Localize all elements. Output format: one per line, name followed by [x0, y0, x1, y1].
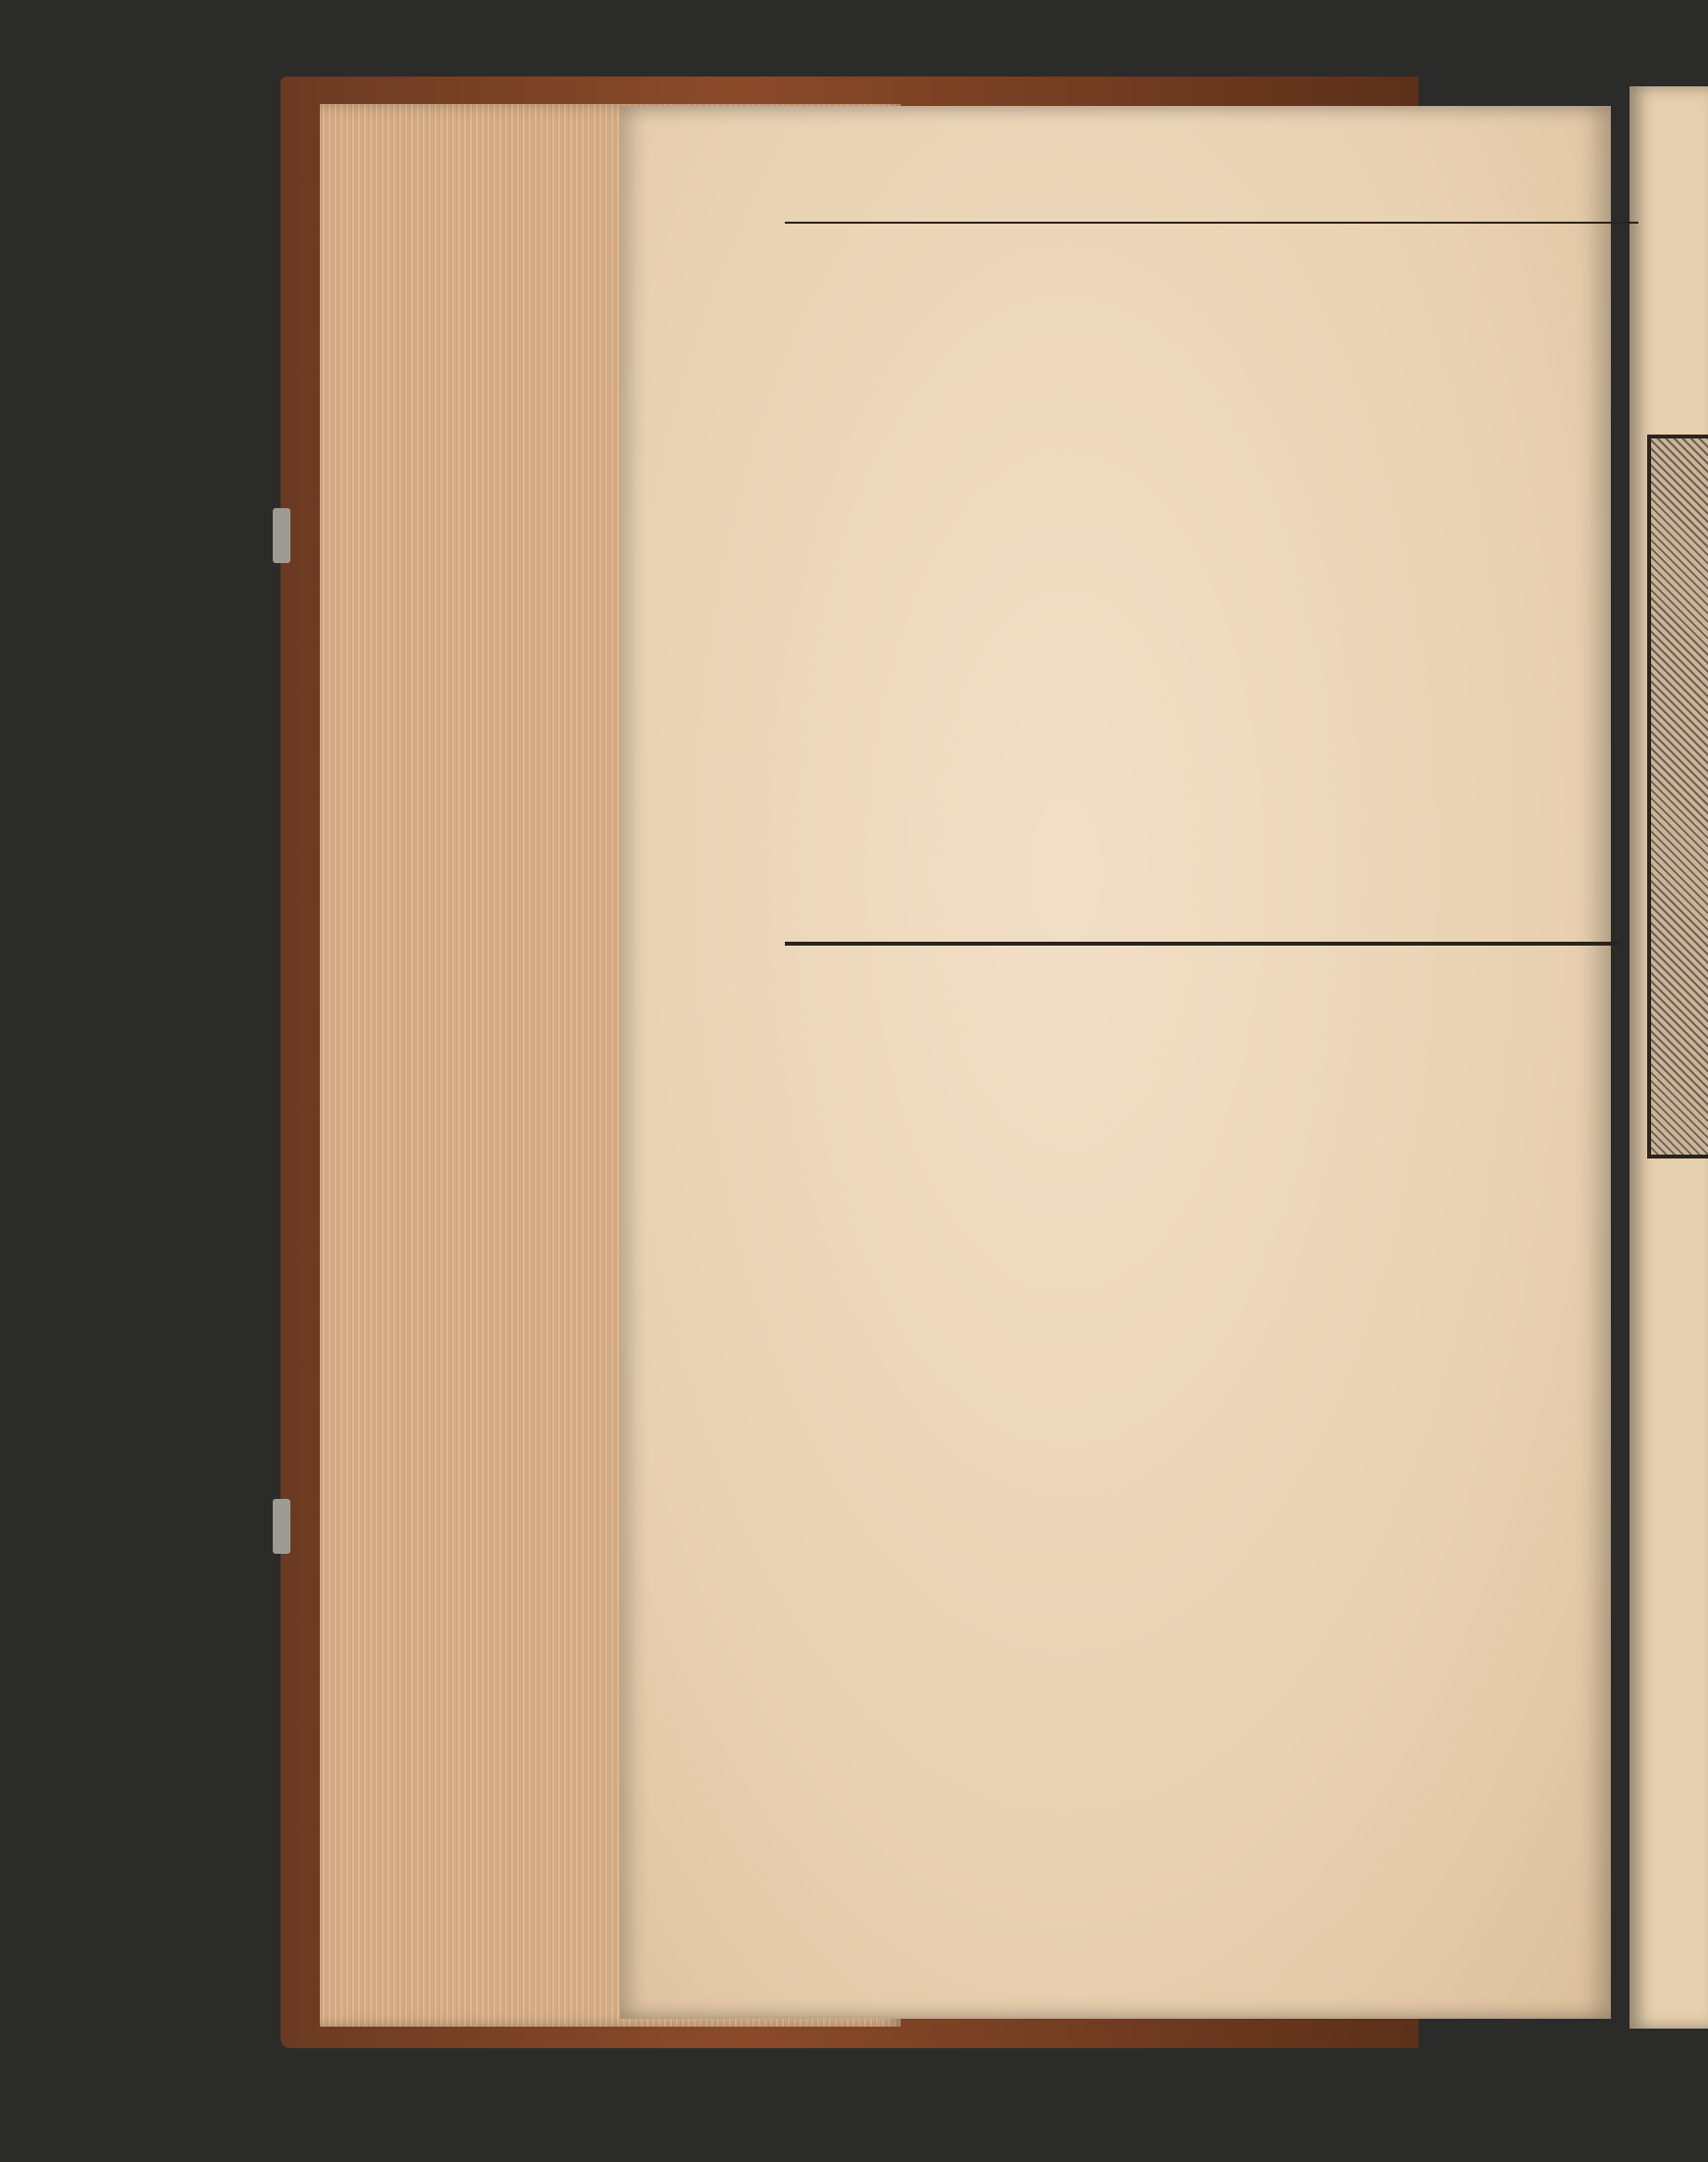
clasp	[273, 1499, 290, 1554]
book	[281, 77, 1708, 2048]
left-page	[620, 106, 1611, 2019]
right-page-fragment	[1630, 86, 1708, 2029]
header-rule	[785, 222, 1638, 224]
woodcut-illustration	[1647, 435, 1708, 1158]
clasp	[273, 508, 290, 563]
section-rule	[785, 942, 1619, 946]
